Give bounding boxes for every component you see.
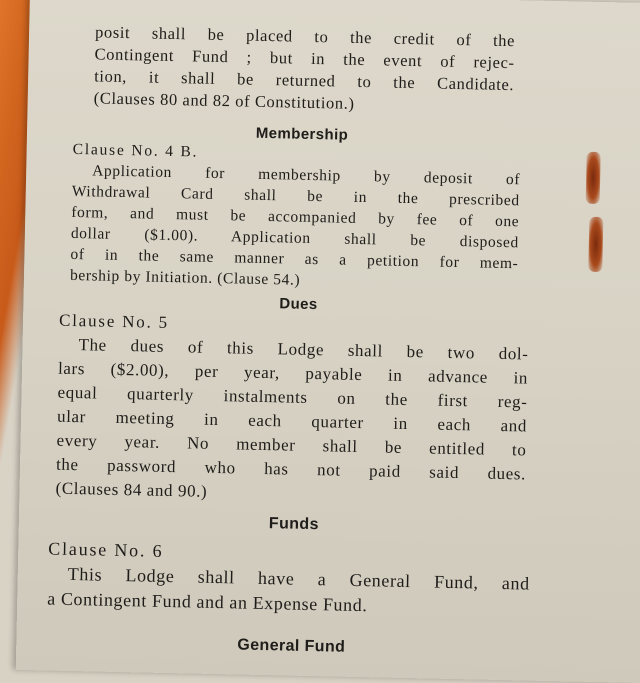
- text-line: equal quarterly instalments on the first reg-: [57, 382, 528, 412]
- document-page: [16, 0, 640, 683]
- text-line: (Clauses 80 and 82 of Constitution.): [93, 88, 355, 113]
- text-line: Withdrawal Card shall be in the prescribed: [71, 182, 520, 210]
- clause-5: [55, 309, 529, 511]
- text-line: Application for membership by deposit of: [92, 162, 521, 189]
- text-line: Contingent Fund ; but in the event of rejec-: [94, 44, 515, 73]
- text-line: form, and must be accompanied by fee of one: [71, 203, 520, 231]
- text-line: tion, it shall be returned to the Candidate.: [94, 66, 515, 95]
- text-line: dollar ($1.00). Application shall be disposed: [70, 224, 519, 252]
- section-heading-membership: Membership: [255, 124, 349, 144]
- text-line: ular meeting in each quarter in each and: [56, 406, 528, 436]
- text-line: (Clauses 84 and 90.): [55, 478, 208, 501]
- intro-paragraph: [94, 21, 516, 118]
- text-line: a Contingent Fund and an Expense Fund.: [47, 588, 368, 616]
- text-line: of in the same manner as a petition for mem-: [70, 245, 519, 273]
- text-line: the password who has not paid said dues.: [55, 454, 527, 484]
- text-line: lars ($2.00), per year, payable in advance in: [57, 358, 529, 388]
- clause-number: Clause No. 6: [48, 538, 164, 561]
- section-heading-dues: Dues: [279, 295, 318, 314]
- stain-mark: [586, 152, 601, 204]
- text-line: This Lodge shall have a General Fund, and: [67, 563, 530, 594]
- section-heading-general-fund: General Fund: [237, 636, 346, 656]
- stain-mark: [588, 217, 603, 272]
- clause-6: [47, 537, 530, 622]
- clause-number: Clause No. 4 B.: [72, 140, 199, 161]
- page-text: [47, 0, 540, 656]
- text-line: every year. No member shall be entitled to: [56, 430, 527, 460]
- text-line: bership by Initiation. (Clause 54.): [69, 266, 301, 289]
- text-line: The dues of this Lodge shall be two dol-: [78, 335, 529, 364]
- section-heading-funds: Funds: [268, 515, 320, 534]
- clause-number: Clause No. 5: [58, 310, 170, 332]
- text-line: posit shall be placed to the credit of the: [94, 22, 516, 51]
- clause-4b: [70, 139, 521, 295]
